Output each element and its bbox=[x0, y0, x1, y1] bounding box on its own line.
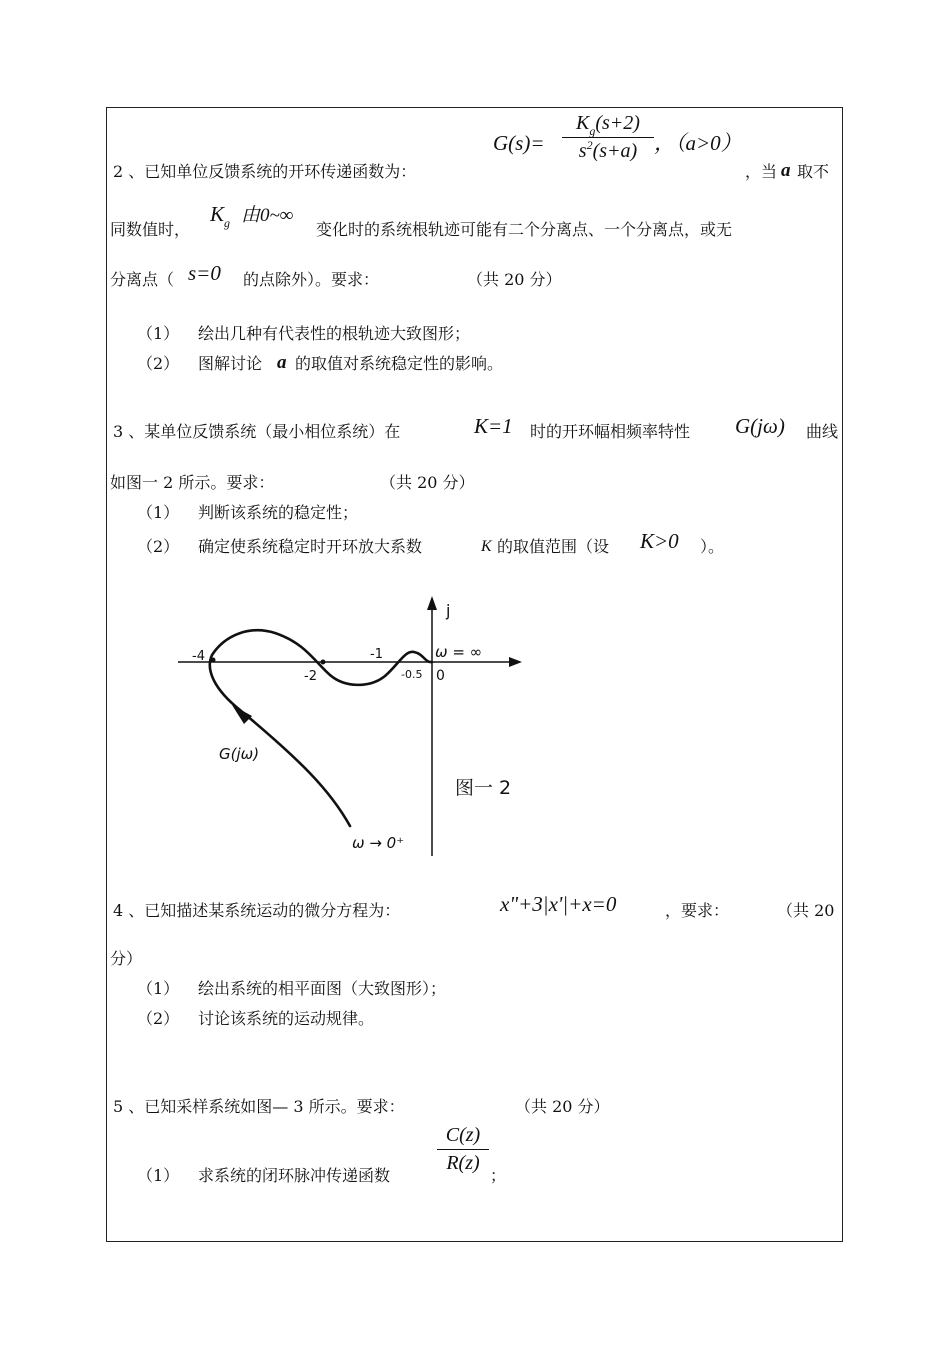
q3-k1: K=1 bbox=[474, 414, 513, 438]
q5-item1-end: ； bbox=[490, 1166, 507, 1185]
q2-item2-b: 的取值对系统稳定性的影响。 bbox=[295, 354, 504, 373]
tick-minus-4: -4 bbox=[192, 649, 205, 664]
q2-transfer-function bbox=[562, 112, 654, 163]
q2-condition: ，（a>0） bbox=[654, 131, 742, 155]
q2-suffix-b: 取不 bbox=[797, 162, 830, 181]
q2-points: （共 20 分） bbox=[467, 270, 562, 289]
q2-line2-a: 同数值时， bbox=[110, 220, 191, 239]
tick-minus-2: -2 bbox=[304, 669, 317, 684]
q2-line3-b: 的点除外）。要求： bbox=[243, 270, 380, 289]
q3-item2-k: K bbox=[481, 538, 492, 555]
q3-points: （共 20 分） bbox=[380, 473, 475, 492]
q5-frac-numerator: C(z) bbox=[445, 1124, 481, 1146]
q3-prefix: 3 、某单位反馈系统（最小相位系统）在 bbox=[113, 422, 401, 441]
curve-label: G(jω) bbox=[219, 745, 260, 763]
q5-prefix: 5 、已知采样系统如图— 3 所示。要求： bbox=[113, 1097, 405, 1116]
q2-item1-number: （1） bbox=[137, 324, 180, 343]
q4-equation: x"+3|x'|+x=0 bbox=[500, 892, 617, 916]
q2-den-s: s bbox=[578, 140, 587, 162]
q2-line2-k-sub: g bbox=[224, 216, 231, 230]
q4-item1: 绘出系统的相平面图（大致图形）； bbox=[198, 979, 447, 998]
q2-line3-a: 分离点（ bbox=[110, 270, 175, 289]
axis-j-label: j bbox=[446, 601, 451, 620]
q3-item1-number: （1） bbox=[137, 503, 180, 522]
tick-zero: 0 bbox=[436, 668, 445, 684]
q4-points-a: （共 20 bbox=[777, 901, 835, 920]
q4-prefix: 4 、已知描述某系统运动的微分方程为： bbox=[113, 901, 401, 920]
q3-suffix: 曲线 bbox=[806, 422, 839, 441]
q3-item1: 判断该系统的稳定性； bbox=[198, 503, 359, 522]
q3-item2-a: 确定使系统稳定时开环放大系数 bbox=[198, 537, 423, 556]
q4-suffix: ，要求： bbox=[665, 901, 730, 920]
q2-item2-a: 图解讨论 bbox=[198, 354, 263, 373]
q2-gs-lhs: G(s)= bbox=[493, 131, 545, 155]
q4-item1-number: （1） bbox=[137, 979, 180, 998]
q2-num-g: g bbox=[589, 124, 596, 138]
q3-mid: 时的开环幅相频率特性 bbox=[530, 422, 691, 441]
q3-item2-cond: K>0 bbox=[640, 529, 679, 553]
q2-suffix-a: ，当 bbox=[745, 162, 778, 181]
tick-minus-0-5: -0.5 bbox=[401, 668, 423, 681]
omega-zero-label: ω → 0⁺ bbox=[352, 834, 405, 852]
q2-item2-var: a bbox=[277, 352, 287, 373]
q2-a-var: a bbox=[781, 160, 791, 181]
q2-den-rest: (s+a) bbox=[592, 140, 638, 162]
q3-line2: 如图一 2 所示。要求： bbox=[110, 473, 275, 492]
q3-item2-c: ）。 bbox=[700, 537, 725, 556]
q4-item2: 讨论该系统的运动规律。 bbox=[198, 1009, 375, 1028]
q2-item1: 绘出几种有代表性的根轨迹大致图形； bbox=[198, 324, 471, 343]
q2-line2-b: 变化时的系统根轨迹可能有二个分离点、一个分离点，或无 bbox=[316, 220, 733, 239]
q2-line2-k bbox=[210, 202, 231, 230]
q2-num-k: K bbox=[576, 112, 590, 134]
tick-minus-1: -1 bbox=[370, 647, 383, 662]
q2-item2-number: （2） bbox=[137, 354, 180, 373]
q2-line2-range: 由0~∞ bbox=[241, 205, 294, 226]
q3-item2-b: 的取值范围（设 bbox=[497, 537, 610, 556]
q4-points-b: 分） bbox=[110, 949, 143, 968]
q5-item1: 求系统的闭环脉冲传递函数 bbox=[198, 1166, 391, 1185]
q2-den-2: 2 bbox=[586, 138, 593, 152]
q5-points: （共 20 分） bbox=[515, 1097, 610, 1116]
q2-line2-k-letter: K bbox=[210, 202, 225, 226]
q2-prefix: 2 、已知单位反馈系统的开环传递函数为： bbox=[113, 162, 417, 181]
q3-item2-number: （2） bbox=[137, 537, 180, 556]
q2-line3-s0: s=0 bbox=[188, 261, 221, 285]
q3-gjw: G(jω) bbox=[735, 414, 785, 438]
q4-item2-number: （2） bbox=[137, 1009, 180, 1028]
q2-num-rest: (s+2) bbox=[595, 112, 640, 134]
q5-frac-denominator: R(z) bbox=[446, 1152, 480, 1174]
figure-caption: 图一 2 bbox=[455, 777, 512, 799]
q5-transfer-fraction bbox=[437, 1124, 489, 1175]
omega-infinity-label: ω = ∞ bbox=[435, 643, 483, 661]
q5-item1-number: （1） bbox=[137, 1166, 180, 1185]
